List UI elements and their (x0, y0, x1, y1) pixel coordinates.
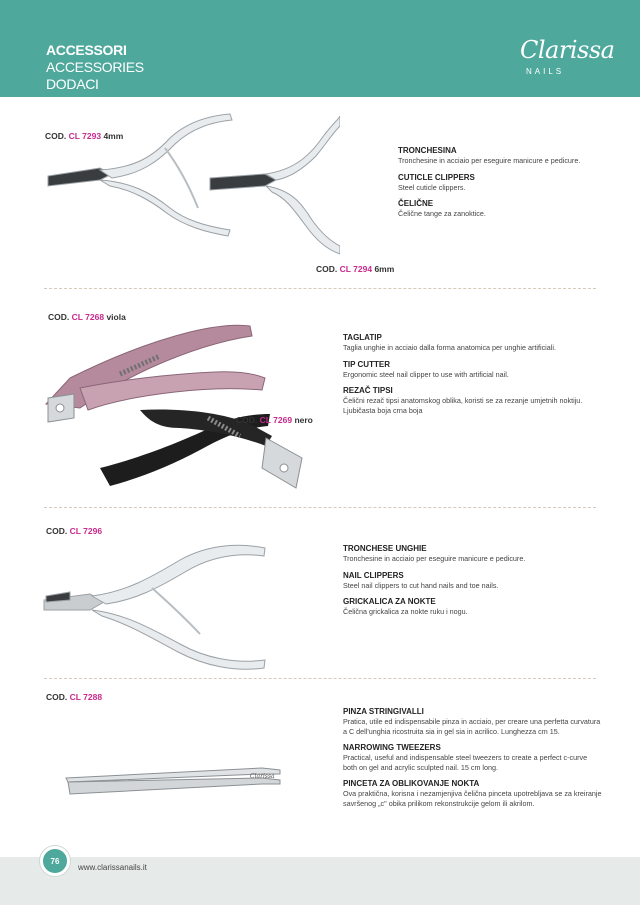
product-description: TRONCHESE UNGHIE Tronchesine in acciaio per eseguire manicure e pedicure. NAIL CLIPPERS Steel nail clippers to cut hand nails and toe nails. GRICKALICA ZA NOKTE Čelična grickalica za nokte ruku i nogu. (343, 544, 526, 616)
brand-logo (520, 36, 615, 82)
logo-sub: NAILS (526, 67, 565, 76)
nail-clipper-icon (40, 538, 280, 678)
product-code: COD. CL 7293 4mm (45, 131, 124, 141)
page-number: 76 (50, 857, 60, 866)
product-code: COD. CL 7294 6mm (316, 264, 395, 274)
tip-cutter-icon (40, 318, 320, 503)
product-description: TAGLATIP Taglia unghie in acciaio dalla forma anatomica per unghie artificiali. TIP CUTTER Ergonomic steel nail clipper to use with artificial nail. REZAČ TIPSI Čelični rezač tipsi anatomskog oblika, koristi se za rezanje umjetnih noktiju. Ljubičasta boja crna boja (343, 333, 583, 415)
header-band (0, 0, 640, 97)
section-divider (44, 507, 596, 508)
tweezers-icon (62, 760, 286, 800)
product-description: TRONCHESINA Tronchesine in acciaio per eseguire manicure e pedicure. CUTICLE CLIPPERS Steel cuticle clippers. ČELIČNE Čelične tange za zanoktice. (398, 146, 581, 218)
section-divider (44, 288, 596, 289)
product-description: PINZA STRINGIVALLI Pratica, utile ed indispensabile pinza in acciaio, per creare una perfetta curvatura a C dell'unghia ricostruita sia in gel sia in acrilico. Lunghezza cm 15. NARROWING TWEEZERS Practical, useful and indispensable steel tweezers to create a perfect c-curve both on gel and acrylic sculpted nail. 15 cm long. PINCETA ZA OBLIKOVANJE NOKTA Ova praktična, korisna i nezamjenjiva čelična pinceta upotrebljava se za kreiranje savršenog „c" obika prilikom rekonstrukcije gelom ili akrilom. (343, 707, 602, 808)
header-title-hr: DODACI (46, 76, 99, 92)
website-link[interactable]: www.clarissanails.it (78, 863, 147, 872)
product-code: COD. CL 7288 (46, 692, 103, 702)
header-title-en: ACCESSORIES (46, 59, 144, 75)
page-number-badge (40, 846, 70, 876)
header-title-it: ACCESSORI (46, 42, 127, 58)
product-code: COD. CL 7269 nero (236, 415, 313, 425)
product-code: COD. CL 7268 viola (48, 312, 126, 322)
cuticle-nipper-icon (40, 108, 340, 268)
section-divider (44, 678, 596, 679)
product-code: COD. CL 7296 (46, 526, 103, 536)
svg-text:Clarissa: Clarissa (250, 773, 275, 780)
logo-brand: Clarissa (520, 36, 615, 64)
